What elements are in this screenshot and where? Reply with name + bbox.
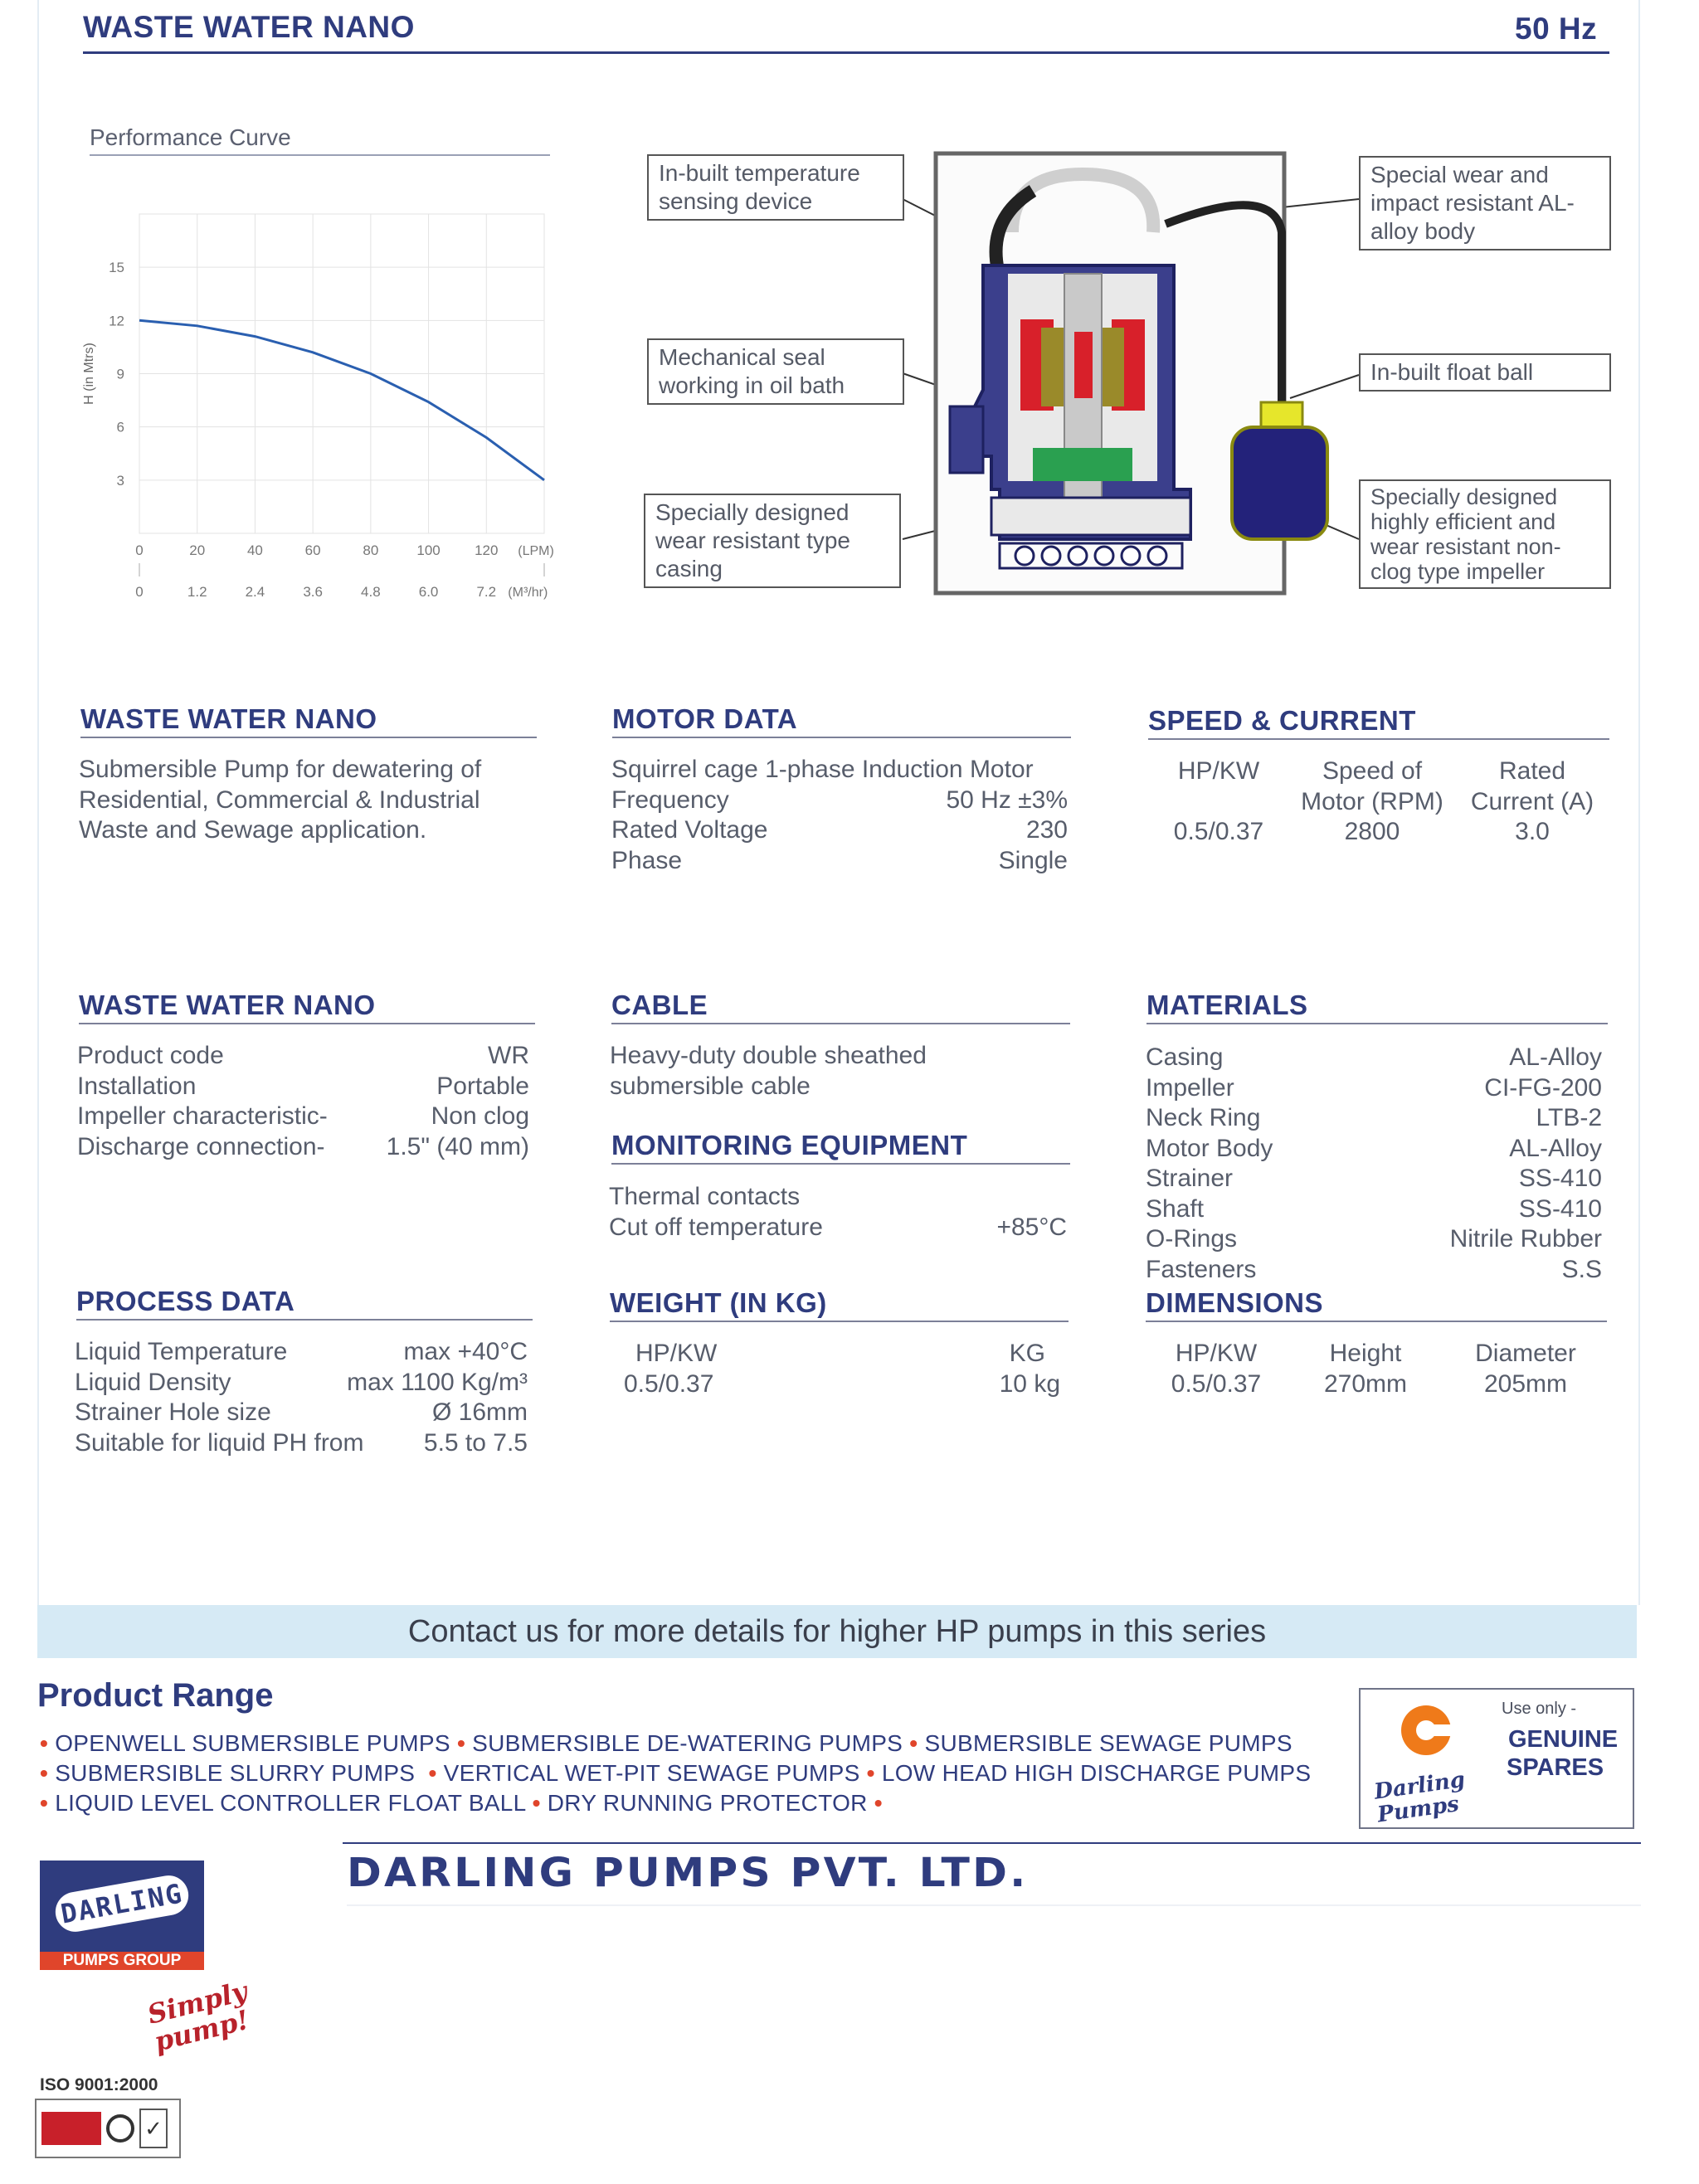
checkmark-icon: ✓	[139, 2109, 168, 2148]
process-heading: PROCESS DATA	[76, 1286, 295, 1316]
product-range-item: OPENWELL SUBMERSIBLE PUMPS	[55, 1730, 450, 1756]
product-range-line: • LIQUID LEVEL CONTROLLER FLOAT BALL • DRY RUNNING PROTECTOR •	[40, 1790, 883, 1816]
product-value: Portable	[436, 1072, 529, 1100]
speed-rule	[1148, 738, 1609, 740]
product-value: 1.5" (40 mm)	[386, 1132, 529, 1160]
monitoring-block	[609, 1182, 1067, 1243]
materials-heading: MATERIALS	[1146, 990, 1308, 1020]
product-rule	[79, 1023, 535, 1024]
y-tick-label: 9	[116, 366, 124, 382]
materials-row	[1146, 1103, 1602, 1134]
product-range-item: VERTICAL WET-PIT SEWAGE PUMPS	[443, 1760, 860, 1786]
motor-heading: MOTOR DATA	[612, 703, 798, 734]
chart-title: Performance Curve	[90, 124, 291, 150]
monitoring-value: +85°C	[996, 1213, 1067, 1241]
speed-value-row	[1148, 817, 1609, 848]
cable-rule	[611, 1023, 1070, 1024]
process-value: 5.5 to 7.5	[423, 1428, 528, 1457]
materials-label: Motor Body	[1146, 1134, 1273, 1162]
weight-header-kg: KG	[1009, 1340, 1045, 1367]
materials-label: Neck Ring	[1146, 1104, 1261, 1131]
x-tick-label-lpm: 20	[189, 542, 206, 558]
spares-use-only: Use only -	[1502, 1700, 1577, 1718]
y-tick-label: 12	[109, 313, 124, 329]
monitoring-label: Cut off temperature	[609, 1213, 823, 1241]
footer-rule	[343, 1842, 1641, 1844]
product-range-heading: Product Range	[37, 1677, 274, 1714]
chart-title-rule	[90, 154, 550, 156]
motor-description: Squirrel cage 1-phase Induction Motor	[611, 756, 1034, 783]
product-range-item: LOW HEAD HIGH DISCHARGE PUMPS	[881, 1760, 1312, 1786]
materials-label: Fasteners	[1146, 1255, 1257, 1283]
materials-row	[1146, 1043, 1602, 1073]
x-unit-lpm: (LPM)	[518, 544, 554, 558]
x-tick-label-lpm: 120	[475, 542, 499, 558]
motor-block	[611, 755, 1068, 876]
speed-value-rpm: 2800	[1344, 818, 1400, 845]
speed-header-current: Rated Current (A)	[1470, 757, 1594, 815]
product-range-item: DRY RUNNING PROTECTOR	[547, 1790, 868, 1816]
monitoring-heading: MONITORING EQUIPMENT	[611, 1130, 968, 1160]
dimensions-header-diameter: Diameter	[1475, 1340, 1576, 1367]
weight-value-kg: 10 kg	[999, 1369, 1060, 1398]
materials-row	[1146, 1073, 1602, 1104]
speed-table	[1148, 756, 1609, 848]
materials-label: Shaft	[1146, 1194, 1205, 1223]
materials-value: LTB-2	[1536, 1104, 1602, 1131]
weight-value-row	[624, 1369, 1064, 1400]
dimensions-value-hp: 0.5/0.37	[1171, 1369, 1262, 1398]
materials-value: S.S	[1561, 1255, 1602, 1283]
dimensions-table	[1146, 1339, 1607, 1399]
motor-rule	[612, 737, 1071, 738]
genuine-spares-box	[1359, 1688, 1634, 1829]
dimensions-rule	[1146, 1321, 1607, 1322]
cert-mark-circle	[106, 2114, 134, 2143]
product-label: Installation	[77, 1072, 197, 1100]
speed-value-current: 3.0	[1515, 818, 1550, 845]
frame-line-right	[1638, 0, 1640, 1605]
dimensions-value-diameter: 205mm	[1483, 1369, 1568, 1398]
process-rule	[76, 1319, 533, 1321]
company-subrule	[347, 1904, 1641, 1906]
motor-row-frequency	[611, 786, 1068, 816]
product-block	[77, 1041, 529, 1162]
product-range-line: • SUBMERSIBLE SLURRY PUMPS • VERTICAL WET-PIT SEWAGE PUMPS • LOW HEAD HIGH DISCHARGE PUMPS	[40, 1760, 1312, 1786]
monitoring-line: Thermal contacts	[609, 1183, 801, 1210]
performance-chart	[75, 199, 572, 606]
speed-value-hp: 0.5/0.37	[1173, 818, 1264, 845]
speed-header-hp: HP/KW	[1177, 757, 1260, 785]
product-range-item: LIQUID LEVEL CONTROLLER FLOAT BALL	[55, 1790, 526, 1816]
product-range-item: SUBMERSIBLE DE-WATERING PUMPS	[472, 1730, 903, 1756]
product-row	[77, 1041, 529, 1072]
motor-row-voltage	[611, 815, 1068, 846]
process-value: max +40°C	[403, 1338, 528, 1365]
product-heading: WASTE WATER NANO	[79, 990, 376, 1020]
materials-value: CI-FG-200	[1484, 1073, 1602, 1102]
intro-rule	[80, 737, 537, 738]
x-tick-label-lpm: 40	[246, 542, 263, 558]
contact-banner: Contact us for more details for higher HP pumps in this series	[37, 1605, 1637, 1658]
callout-impeller: Specially designed highly efficient and wear resistant non-clog type impeller	[1359, 479, 1611, 589]
process-label: Suitable for liquid PH from	[75, 1428, 364, 1457]
x-tick-label-m3: 0	[135, 584, 144, 600]
product-value: WR	[488, 1042, 529, 1069]
spares-brand: Darling Pumps	[1372, 1767, 1467, 1828]
materials-label: Strainer	[1146, 1165, 1234, 1192]
callout-temperature-sensor: In-built temperature sensing device	[647, 154, 904, 221]
intro-text: Submersible Pump for dewatering of Residential, Commercial & Industrial Waste and Sewage application.	[79, 756, 482, 844]
x-tick-label-m3: 4.8	[361, 584, 381, 600]
materials-value: Nitrile Rubber	[1449, 1225, 1602, 1253]
dimensions-value-height: 270mm	[1323, 1369, 1408, 1398]
callout-casing: Specially designed wear resistant type casing	[644, 494, 901, 588]
process-row	[75, 1398, 528, 1428]
motor-label: Phase	[611, 846, 683, 874]
header-rule	[83, 51, 1609, 54]
product-label: Impeller characteristic-	[77, 1102, 328, 1130]
cable-text: Heavy-duty double sheathed submersible cable	[610, 1042, 927, 1100]
spares-genuine: GENUINE	[1508, 1726, 1619, 1753]
iso-certification-badge	[35, 2099, 181, 2158]
weight-table	[624, 1339, 1064, 1399]
y-tick-label: 3	[116, 472, 124, 489]
x-tick-label-m3: 6.0	[418, 584, 439, 600]
process-label: Strainer Hole size	[75, 1398, 271, 1426]
process-label: Liquid Temperature	[75, 1338, 288, 1365]
intro-heading: WASTE WATER NANO	[80, 703, 377, 734]
process-block	[75, 1337, 528, 1458]
callout-float-ball: In-built float ball	[1359, 353, 1611, 392]
materials-value: SS-410	[1518, 1194, 1602, 1223]
speed-header-row	[1148, 756, 1609, 817]
dimensions-heading: DIMENSIONS	[1146, 1287, 1324, 1318]
speed-heading: SPEED & CURRENT	[1148, 705, 1416, 736]
darling-logo	[40, 1861, 204, 1970]
weight-header-hp: HP/KW	[635, 1340, 718, 1367]
x-tick-label-lpm: 100	[416, 542, 441, 558]
materials-row	[1146, 1255, 1602, 1286]
materials-row	[1146, 1194, 1602, 1225]
x-tick-label-m3: 2.4	[245, 584, 265, 600]
x-tick-label-lpm: 60	[304, 542, 321, 558]
monitoring-row	[609, 1213, 1067, 1243]
x-tick-label-m3: 7.2	[476, 584, 497, 600]
process-label: Liquid Density	[75, 1368, 231, 1396]
process-value: max 1100 Kg/m³	[347, 1368, 528, 1396]
materials-label: O-Rings	[1146, 1225, 1238, 1253]
process-row	[75, 1428, 528, 1459]
frame-line-left	[37, 0, 39, 1605]
cert-mark-red	[41, 2112, 101, 2145]
motor-value: Single	[998, 846, 1068, 874]
motor-value: 230	[1025, 816, 1068, 844]
dimensions-header-height: Height	[1329, 1340, 1402, 1367]
materials-label: Impeller	[1146, 1073, 1234, 1102]
darling-d-icon	[1397, 1701, 1455, 1759]
tagline: Simply pump!	[144, 1975, 252, 2058]
materials-value: AL-Alloy	[1509, 1043, 1602, 1071]
materials-row	[1146, 1164, 1602, 1194]
weight-header-row	[624, 1339, 1064, 1369]
process-row	[75, 1337, 528, 1368]
x-unit-m3: (M³/hr)	[508, 586, 548, 600]
x-tick-label-m3: 1.2	[187, 584, 207, 600]
product-row	[77, 1102, 529, 1132]
materials-value: SS-410	[1518, 1165, 1602, 1192]
callout-mechanical-seal: Mechanical seal working in oil bath	[647, 338, 904, 405]
y-tick-label: 15	[109, 260, 124, 276]
x-tick-label-lpm: 0	[135, 542, 144, 558]
spares-spares: SPARES	[1507, 1754, 1604, 1781]
y-tick-label: 6	[116, 419, 124, 435]
company-name: DARLING PUMPS PVT. LTD.	[347, 1850, 1029, 1896]
process-value: Ø 16mm	[431, 1398, 528, 1426]
motor-value: 50 Hz ±3%	[946, 786, 1068, 814]
dimensions-header-hp: HP/KW	[1175, 1340, 1258, 1367]
product-value: Non clog	[431, 1102, 529, 1130]
product-range-item: SUBMERSIBLE SEWAGE PUMPS	[924, 1730, 1293, 1756]
product-label: Discharge connection-	[77, 1132, 325, 1160]
cable-heading: CABLE	[611, 990, 708, 1020]
materials-label: Casing	[1146, 1043, 1224, 1071]
motor-label: Rated Voltage	[611, 816, 768, 844]
product-range-item: SUBMERSIBLE SLURRY PUMPS	[55, 1760, 416, 1786]
motor-label: Frequency	[611, 786, 729, 814]
weight-rule	[610, 1321, 1069, 1322]
product-row	[77, 1132, 529, 1163]
callout-alloy-body: Special wear and impact resistant AL-alloy body	[1359, 156, 1611, 251]
product-range-line: • OPENWELL SUBMERSIBLE PUMPS • SUBMERSIBLE DE-WATERING PUMPS • SUBMERSIBLE SEWAGE PUMPS	[40, 1730, 1293, 1756]
materials-row	[1146, 1134, 1602, 1165]
x-tick-label-lpm: 80	[363, 542, 379, 558]
frequency-label: 50 Hz	[1515, 12, 1598, 46]
speed-header-rpm: Speed of Motor (RPM)	[1301, 757, 1443, 815]
logo-group: PUMPS GROUP	[40, 1952, 204, 1970]
materials-value: AL-Alloy	[1509, 1134, 1602, 1162]
weight-heading: WEIGHT (IN KG)	[610, 1287, 827, 1318]
weight-value-hp: 0.5/0.37	[624, 1369, 714, 1398]
iso-label: ISO 9001:2000	[40, 2075, 158, 2094]
product-label: Product code	[77, 1042, 224, 1069]
x-tick-label-m3: 3.6	[303, 584, 323, 600]
dimensions-value-row	[1146, 1369, 1607, 1400]
page-title: WASTE WATER NANO	[83, 10, 415, 44]
materials-row	[1146, 1224, 1602, 1255]
product-row	[77, 1072, 529, 1102]
materials-block	[1146, 1043, 1602, 1285]
process-row	[75, 1368, 528, 1398]
motor-row-phase	[611, 846, 1068, 877]
dimensions-header-row	[1146, 1339, 1607, 1369]
monitoring-rule	[611, 1163, 1070, 1165]
materials-rule	[1146, 1023, 1608, 1024]
y-axis-label: H (in Mtrs)	[82, 343, 96, 405]
logo-brand: DARLING	[52, 1872, 192, 1934]
